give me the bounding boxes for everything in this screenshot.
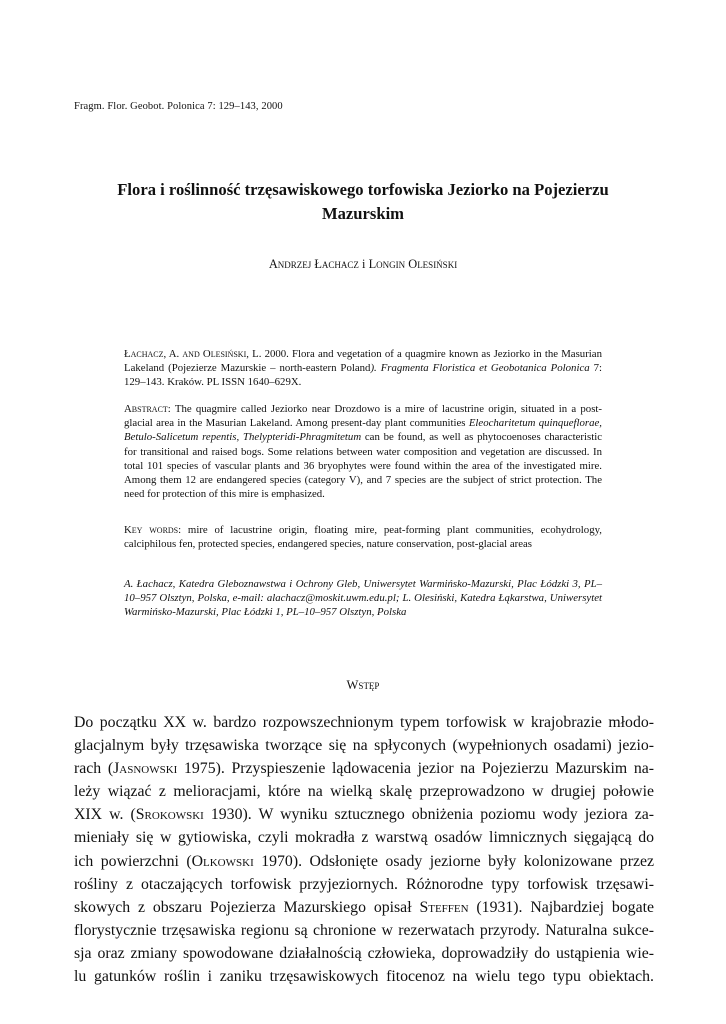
abstract-text-2: can be found, as well as phytocoenoses characteristic for transitional and raised bogs. Some relations between water composition and vegetation are discussed. In total 101 species of vascular plants and 36 bryophytes were found within the area of the investigated mire. Among them 12 are endangered species (category V), and 7 species are the subject of strict protection. The need for protection of this mire is emphasized. <box>124 431 602 501</box>
body-line-8: rośliny z otaczających torfowisk przyjeziornych. Różnorodne typy torfowisk trzęsawi- <box>74 875 654 893</box>
body-line-3: rach (Jasnowski 1975). Przyspieszenie lądowacenia jezior na Pojezierzu Mazurskim na- <box>74 760 654 778</box>
author-1: Andrzej Łachacz <box>268 257 359 271</box>
citation-journal: ). Fragmenta Floristica et Geobotanica Polonica <box>370 362 590 375</box>
author-addresses: A. Łachacz, Katedra Gleboznawstwa i Ochrony Gleb, Uniwersytet Warmińsko-Mazurski, Plac Łódzki 3, PL–10–957 Olsztyn, Polska, e-mail: alachacz@moskit.uwm.edu.pl; L. Olesiński, Katedra Łąkarstwa, Uniwersytet Warmińsko-Mazurski, Plac Łódzki 1, PL–10–957 Olsztyn, Polska <box>124 578 602 619</box>
citation-name: Srokowski <box>135 806 204 824</box>
author-line <box>0 257 726 272</box>
abstract-block <box>124 402 602 501</box>
keywords-block <box>124 523 602 551</box>
citation-block <box>124 347 602 390</box>
citation-name: Jasnowski <box>113 760 178 778</box>
keywords-label: Key words: <box>124 524 182 536</box>
body-line-5: XIX w. (Srokowski 1930). W wyniku sztucznego obniżenia poziomu wody jeziora za- <box>74 806 654 824</box>
journal-reference: Fragm. Flor. Geobot. Polonica 7: 129–143, 2000 <box>74 101 283 112</box>
section-heading: Wstęp <box>346 678 380 692</box>
body-line-2: glacjalnym były trzęsawiska tworzące się na spłyconych (wypełnionych osadami) jezio- <box>74 737 654 755</box>
body-line-1: Do początku XX w. bardzo rozpowszechnionym typem torfowisk w krajobrazie młodo- <box>74 714 654 731</box>
keywords-text: mire of lacustrine origin, floating mire, peat-forming plant communities, ecohydrology, calciphilous fen, protected species, endangered species, nature conservation, post-glacial areas <box>124 524 602 551</box>
author-separator: i <box>358 257 369 271</box>
abstract-text-1: The quagmire called Jeziorko near Drozdowo is a mire of lacustrine origin, situated in a post-glacial area in the Masurian Lakeland. Among present-day plant communities <box>124 403 602 430</box>
body-line-12: lu gatunków roślin i zaniku trzęsawiskowych fitocenoz na wielu tego typu obiektach. <box>74 968 654 986</box>
citation-name: Olkowski <box>191 852 254 870</box>
paper-title <box>60 178 666 226</box>
title-line-2: Mazurskim <box>321 204 405 223</box>
title-line-1: Flora i roślinność trzęsawiskowego torfowiska Jeziorko na Pojezierzu <box>117 180 609 199</box>
body-line-9: skowych z obszaru Pojezierza Mazurskiego opisał Steffen (1931). Najbardziej bogate <box>74 898 654 916</box>
body-paragraph <box>74 711 654 988</box>
citation-pages: 7: 129–143. Kraków. PL ISSN 1640–629X. <box>124 362 602 389</box>
citation-text: L. 2000. Flora and vegetation of a quagmire known as Jeziorko in the Masurian Lakeland (Pojezierze Mazurskie – north-eastern Poland <box>124 348 602 375</box>
author-2: Longin Olesiński <box>368 257 458 271</box>
citation-name: Steffen <box>419 898 469 916</box>
body-line-6: mieniały się w gytiowiska, czyli mokradła z warstwą osadów limnicznych sięgającą do <box>74 829 654 847</box>
citation-authors: Łachacz, A. and Olesiński, <box>124 348 249 360</box>
abstract-taxa: Eleocharitetum quinqueflorae, Betulo-Salicetum repentis, Thelypteridi-Phragmitetum <box>124 417 602 444</box>
body-line-10: florystycznie trzęsawiska regionu są chronione w rezerwatach przyrody. Naturalna sukce- <box>74 921 654 939</box>
body-line-7: ich powierzchni (Olkowski 1970). Odsłonięte osady jeziorne były kolonizowane przez <box>74 852 654 870</box>
abstract-label: Abstract: <box>124 403 171 415</box>
body-line-11: sja oraz zmiany spowodowane działalnością człowieka, doprowadziły do ustąpienia wie- <box>74 944 654 962</box>
body-line-4: leży wiązać z melioracjami, które na wielką skalę przeprowadzono w drugiej połowie <box>74 783 654 801</box>
